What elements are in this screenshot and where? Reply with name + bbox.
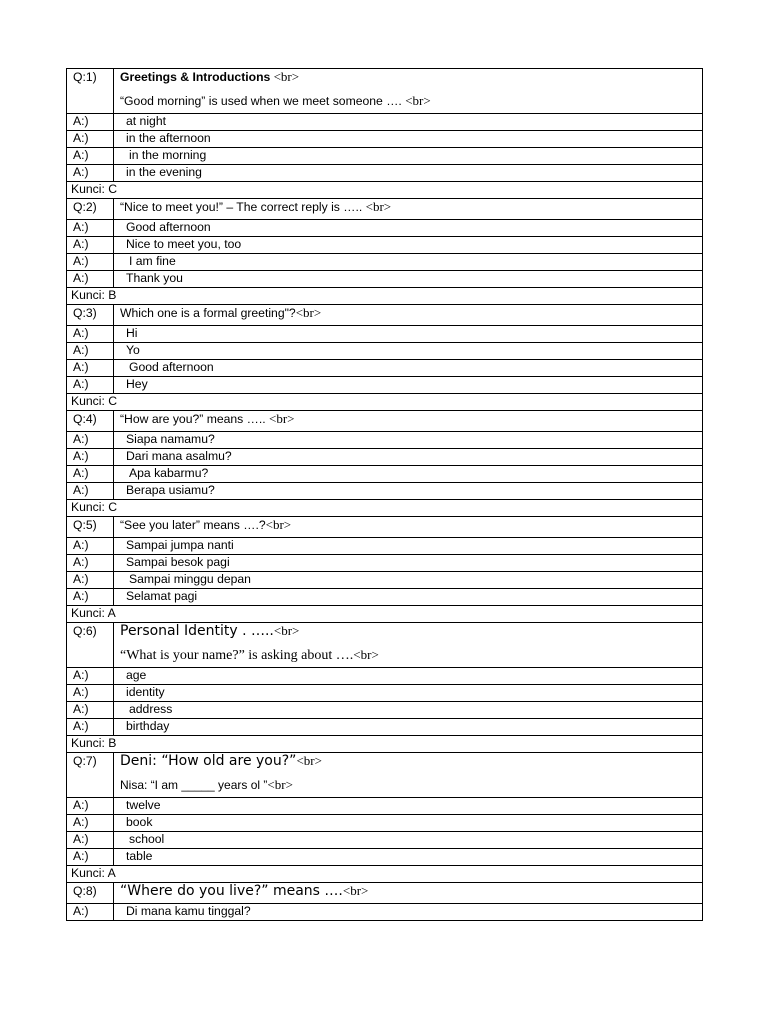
answer-label: A:) (67, 904, 114, 921)
answer-option: in the afternoon (114, 131, 703, 148)
answer-label: A:) (67, 326, 114, 343)
answer-key: Kunci: B (67, 288, 703, 305)
answer-row (67, 377, 703, 394)
question-row (67, 69, 703, 114)
answer-label: A:) (67, 832, 114, 849)
answer-key-row (67, 736, 703, 753)
question-prompt (120, 517, 696, 533)
answer-option: at night (114, 114, 703, 131)
answer-row (67, 271, 703, 288)
answer-row (67, 589, 703, 606)
answer-option: Selamat pagi (114, 589, 703, 606)
answer-option: in the morning (114, 148, 703, 165)
answer-option: Nice to meet you, too (114, 237, 703, 254)
question-number: Q:8) (67, 883, 114, 904)
answer-row (67, 165, 703, 182)
question-row (67, 753, 703, 798)
answer-key-row (67, 500, 703, 517)
answer-option: Good afternoon (114, 360, 703, 377)
question-heading (120, 753, 696, 769)
question-prompt (120, 883, 696, 899)
answer-option: in the evening (114, 165, 703, 182)
question-prompt-text: Which one is a formal greeting"? (120, 306, 296, 320)
answer-row (67, 832, 703, 849)
answer-option: Good afternoon (114, 220, 703, 237)
answer-key-row (67, 182, 703, 199)
answer-option: Hey (114, 377, 703, 394)
answer-key-row (67, 606, 703, 623)
question-row (67, 411, 703, 432)
br-tag: <br> (365, 199, 392, 214)
answer-row (67, 702, 703, 719)
br-tag: <br> (296, 753, 322, 768)
answer-row (67, 114, 703, 131)
question-prompt-text: “Good morning” is used when we meet someone …. (120, 94, 406, 108)
question-row (67, 199, 703, 220)
answer-row (67, 849, 703, 866)
question-prompt (120, 647, 696, 663)
answer-option: address (114, 702, 703, 719)
answer-label: A:) (67, 849, 114, 866)
question-text-cell (114, 411, 703, 432)
answer-row (67, 685, 703, 702)
br-tag: <br> (270, 69, 300, 84)
question-prompt (120, 199, 696, 215)
answer-option: school (114, 832, 703, 849)
question-prompt (120, 411, 696, 427)
question-prompt-text: “How are you?” means ….. (120, 412, 270, 426)
br-tag: <br> (269, 411, 295, 426)
br-tag: <br> (295, 305, 322, 320)
answer-label: A:) (67, 798, 114, 815)
question-prompt (120, 777, 696, 793)
answer-label: A:) (67, 572, 114, 589)
answer-option: Hi (114, 326, 703, 343)
answer-row (67, 466, 703, 483)
answer-option: Berapa usiamu? (114, 483, 703, 500)
question-text-cell (114, 305, 703, 326)
question-prompt-text: “Nice to meet you!” – The correct reply is ….. (120, 200, 366, 214)
answer-row (67, 904, 703, 921)
question-heading-text: Deni: “How old are you?” (120, 753, 297, 769)
answer-option: Thank you (114, 271, 703, 288)
answer-label: A:) (67, 483, 114, 500)
answer-row (67, 237, 703, 254)
answer-key-row (67, 866, 703, 883)
answer-option: identity (114, 685, 703, 702)
answer-label: A:) (67, 114, 114, 131)
question-prompt (120, 305, 696, 321)
answer-row (67, 343, 703, 360)
question-number: Q:3) (67, 305, 114, 326)
question-text-cell (114, 199, 703, 220)
answer-label: A:) (67, 220, 114, 237)
question-number: Q:4) (67, 411, 114, 432)
answer-option: Sampai besok pagi (114, 555, 703, 572)
question-text-cell (114, 69, 703, 114)
answer-label: A:) (67, 131, 114, 148)
answer-row (67, 360, 703, 377)
answer-row (67, 483, 703, 500)
answer-key: Kunci: B (67, 736, 703, 753)
answer-row (67, 449, 703, 466)
answer-label: A:) (67, 343, 114, 360)
answer-row (67, 572, 703, 589)
answer-label: A:) (67, 668, 114, 685)
question-heading (120, 69, 696, 85)
answer-key: Kunci: A (67, 866, 703, 883)
question-heading-text: Greetings & Introductions (120, 70, 271, 84)
answer-option: Sampai minggu depan (114, 572, 703, 589)
question-heading (120, 623, 696, 639)
answer-key: Kunci: A (67, 606, 703, 623)
answer-option: Di mana kamu tinggal? (114, 904, 703, 921)
question-row (67, 883, 703, 904)
answer-label: A:) (67, 538, 114, 555)
answer-label: A:) (67, 815, 114, 832)
answer-row (67, 798, 703, 815)
question-number: Q:6) (67, 623, 114, 668)
question-number: Q:2) (67, 199, 114, 220)
question-row (67, 305, 703, 326)
answer-label: A:) (67, 685, 114, 702)
answer-label: A:) (67, 237, 114, 254)
br-tag: <br> (265, 517, 292, 532)
answer-row (67, 326, 703, 343)
answer-option: book (114, 815, 703, 832)
answer-label: A:) (67, 555, 114, 572)
question-number: Q:5) (67, 517, 114, 538)
question-prompt-text: “What is your name?” is asking about …. (120, 648, 354, 663)
br-tag: <br> (273, 623, 300, 638)
answer-option: age (114, 668, 703, 685)
answer-row (67, 538, 703, 555)
answer-label: A:) (67, 165, 114, 182)
answer-row (67, 668, 703, 685)
answer-label: A:) (67, 432, 114, 449)
question-row (67, 517, 703, 538)
question-prompt-text: Nisa: “I am _____ years ol ” (120, 778, 268, 792)
answer-option: Apa kabarmu? (114, 466, 703, 483)
answer-label: A:) (67, 254, 114, 271)
answer-row (67, 432, 703, 449)
answer-row (67, 131, 703, 148)
question-row (67, 623, 703, 668)
answer-row (67, 719, 703, 736)
answer-option: Yo (114, 343, 703, 360)
answer-key-row (67, 394, 703, 411)
answer-option: Sampai jumpa nanti (114, 538, 703, 555)
answer-option: birthday (114, 719, 703, 736)
question-number: Q:7) (67, 753, 114, 798)
br-tag: <br> (342, 883, 369, 898)
answer-option: table (114, 849, 703, 866)
answer-row (67, 254, 703, 271)
answer-label: A:) (67, 148, 114, 165)
answer-option: twelve (114, 798, 703, 815)
answer-row (67, 555, 703, 572)
question-heading-text: Personal Identity . ….. (120, 623, 274, 639)
br-tag: <br> (353, 647, 379, 662)
question-prompt-text: “Where do you live?” means …. (120, 883, 343, 899)
answer-label: A:) (67, 702, 114, 719)
quiz-table (66, 68, 703, 921)
answer-key-row (67, 288, 703, 305)
answer-key: Kunci: C (67, 500, 703, 517)
answer-label: A:) (67, 271, 114, 288)
answer-option: Siapa namamu? (114, 432, 703, 449)
br-tag: <br> (405, 93, 431, 108)
question-text-cell (114, 517, 703, 538)
br-tag: <br> (267, 777, 293, 792)
answer-label: A:) (67, 719, 114, 736)
answer-key: Kunci: C (67, 394, 703, 411)
answer-label: A:) (67, 360, 114, 377)
answer-row (67, 148, 703, 165)
question-prompt (120, 93, 696, 109)
question-prompt-text: “See you later” means ….? (120, 518, 266, 532)
answer-label: A:) (67, 466, 114, 483)
question-text-cell (114, 753, 703, 798)
answer-option: I am fine (114, 254, 703, 271)
answer-option: Dari mana asalmu? (114, 449, 703, 466)
answer-label: A:) (67, 449, 114, 466)
answer-row (67, 220, 703, 237)
answer-label: A:) (67, 589, 114, 606)
answer-key: Kunci: C (67, 182, 703, 199)
answer-row (67, 815, 703, 832)
question-number: Q:1) (67, 69, 114, 114)
question-text-cell (114, 623, 703, 668)
answer-label: A:) (67, 377, 114, 394)
question-text-cell (114, 883, 703, 904)
